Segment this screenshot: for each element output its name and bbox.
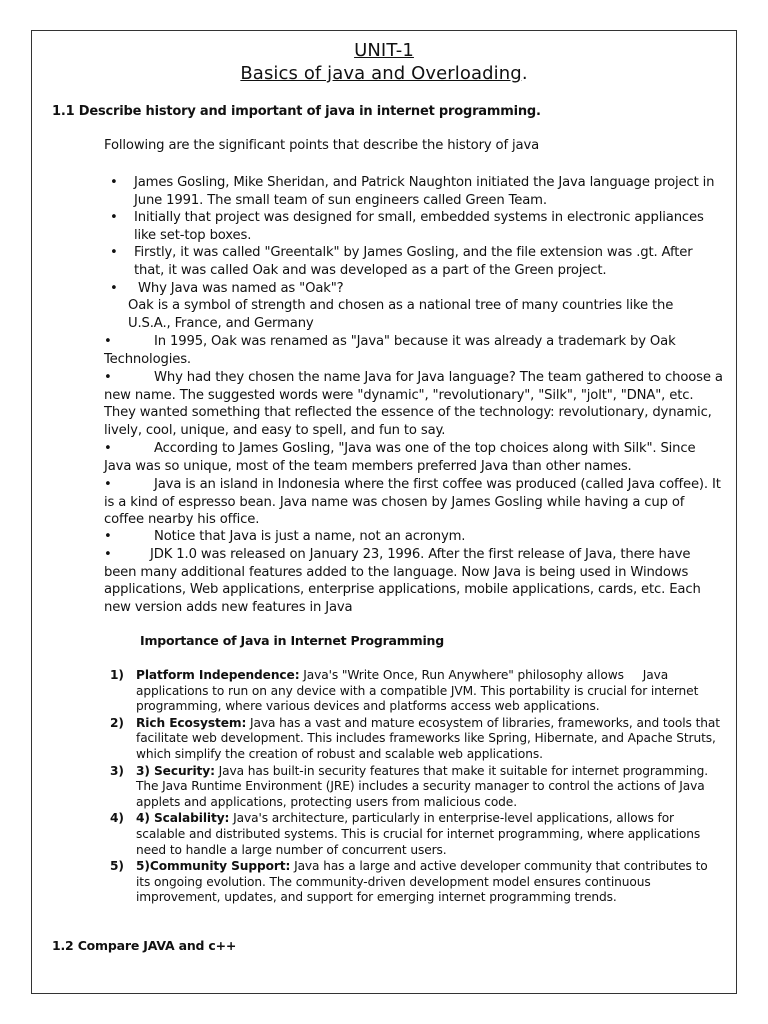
importance-heading: Importance of Java in Internet Programming [140,633,444,648]
unit-title: UNIT-1 [354,40,414,61]
history-paragraph: • In 1995, Oak was renamed as "Java" because it was already a trademark by Oak Technologies. [104,334,676,367]
oak-note: Oak is a symbol of strength and chosen as a national tree of many countries like the U.S.A., France, and Germany [128,298,674,331]
bullet-marker: • [110,175,118,190]
bullet-marker: • [104,529,112,544]
bullet-marker: • [110,210,118,226]
history-paragraph: • JDK 1.0 was released on January 23, 1996. After the first release of Java, there have been many additional features added to the language. Now Java is being used in Windows applications, Web applications, enterprise applications, mobile applications, cards, etc. Each new version adds new features in Java [104,547,701,615]
bullet-marker: • [104,547,112,562]
subtitle-text: Basics of java and Overloading [240,63,522,84]
history-paragraph: • Notice that Java is just a name, not an acronym. [104,529,466,544]
list-item: • Why Java was named as "Oak"? [110,280,344,296]
list-item: 4) 4) Scalability: Java's architecture, particularly in enterprise-level applications, allows for scalable and distributed systems. This is crucial for internet programming, where applications need to handle a large number of concurrent users. [110,811,701,857]
history-paragraph: • According to James Gosling, "Java was one of the top choices along with Silk". Since Java was so unique, most of the team members preferred Java than other names. [104,441,696,474]
bullet-marker: • [104,477,112,492]
list-item: 3) 3) Security: Java has built-in security features that make it suitable for internet programming. The Java Runtime Environment (JRE) includes a security manager to control the actions of Java applets and applications, protecting users from malicious code. [110,763,709,809]
bullet-marker: • [110,280,118,296]
list-item: 5) 5)Community Support: Java has a large and active developer community that contributes to its ongoing evolution. The community-driven development model ensures continuous improvement, updates, and support for emerging internet programming trends. [110,859,708,905]
list-item: • James Gosling, Mike Sheridan, and Patrick Naughton initiated the Java language project in June 1991. The small team of sun engineers called Green Team. [110,175,715,208]
bullet-marker: • [104,441,112,456]
history-paragraph: • Why had they chosen the name Java for Java language? The team gathered to choose a new name. The suggested words were "dynamic", "revolutionary", "Silk", "jolt", "DNA", etc. They wanted something that reflected the essence of the technology: revolutionary, dynamic, lively, cool, unique, and easy to spell, and fun to say. [104,370,723,438]
list-item: • Initially that project was designed for small, embedded systems in electronic appliances like set-top boxes. [110,210,704,243]
document-subtitle [0,63,768,84]
section-1-2-heading: 1.2 Compare JAVA and c++ [52,938,237,953]
history-paragraph: • Java is an island in Indonesia where the first coffee was produced (called Java coffee). It is a kind of espresso bean. Java name was chosen by James Gosling while having a cup of coffee nearby his office. [104,477,721,528]
section-1-1-heading: 1.1 Describe history and important of java in internet programming. [52,104,541,119]
list-item: 1) Platform Independence: Java's "Write Once, Run Anywhere" philosophy allows Java applications to run on any device with a compatible JVM. This portability is crucial for internet programming, where various devices and platforms access web applications. [110,668,703,714]
history-intro: Following are the significant points that describe the history of java [104,138,540,153]
list-item: • Firstly, it was called "Greentalk" by James Gosling, and the file extension was .gt. After that, it was called Oak and was developed as a part of the Green project. [110,245,693,278]
importance-list [110,668,720,907]
bullet-marker: • [104,370,112,385]
list-item: 2) Rich Ecosystem: Java has a vast and mature ecosystem of libraries, frameworks, and tools that facilitate web development. This includes frameworks like Spring, Hibernate, and Apache Struts, which simplify the creation of robust and scalable web applications. [110,715,720,761]
subtitle-period: . [521,63,528,84]
history-bullet-list [104,174,724,297]
bullet-marker: • [110,245,118,261]
bullet-marker: • [104,334,112,349]
